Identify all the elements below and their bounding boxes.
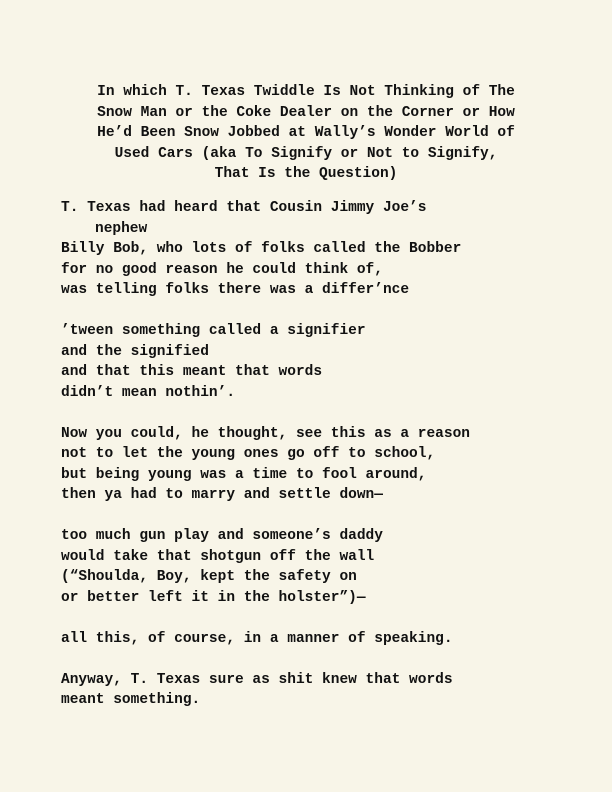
poem-line: for no good reason he could think of, <box>61 261 383 278</box>
poem-line-turnover: nephew <box>95 220 148 237</box>
poem-line: then ya had to marry and settle down— <box>61 487 383 503</box>
poem-line: and the signified <box>61 343 209 360</box>
poem-line: but being young was a time to fool around, <box>61 466 427 483</box>
poem-line: all this, of course, in a manner of speaking. <box>61 630 453 647</box>
poem-line: didn’t mean nothin’. <box>61 384 236 401</box>
poem-line: or better left it in the holster”)— <box>61 589 366 606</box>
title-line: Snow Man or the Coke Dealer on the Corner or How <box>97 104 515 121</box>
poem-line: not to let the young ones go off to school, <box>61 446 436 462</box>
title-line: That Is the Question) <box>214 166 398 182</box>
poem-title <box>40 82 572 185</box>
stanza-5 <box>61 629 601 650</box>
title-line: He’d Been Snow Jobbed at Wally’s Wonder World of <box>97 125 515 141</box>
poem-line: meant something. <box>61 692 201 708</box>
poem-line: Now you could, he thought, see this as a reason <box>61 425 470 442</box>
poem-line: was telling folks there was a differ’nce <box>61 282 410 298</box>
poem-line: too much gun play and someone’s daddy <box>61 528 383 544</box>
poem-line: would take that shotgun off the wall <box>61 548 375 565</box>
poem-line: (“Shoulda, Boy, kept the safety on <box>61 569 357 585</box>
stanza-6 <box>61 670 601 711</box>
stanza-3 <box>61 424 601 506</box>
title-line: Used Cars (aka To Signify or Not to Signify, <box>114 145 498 162</box>
stanza-1 <box>61 198 601 301</box>
poem-line: T. Texas had heard that Cousin Jimmy Joe’s <box>61 200 427 216</box>
poem-line: ’tween something called a signifier <box>61 323 366 339</box>
title-line: In which T. Texas Twiddle Is Not Thinking of The <box>97 84 515 100</box>
poem-line: Anyway, T. Texas sure as shit knew that words <box>61 671 453 688</box>
poem-line: and that this meant that words <box>61 364 323 380</box>
poem-line: Billy Bob, who lots of folks called the Bobber <box>61 241 462 257</box>
stanza-4 <box>61 526 601 608</box>
poem-body <box>61 198 601 731</box>
stanza-2 <box>61 321 601 403</box>
